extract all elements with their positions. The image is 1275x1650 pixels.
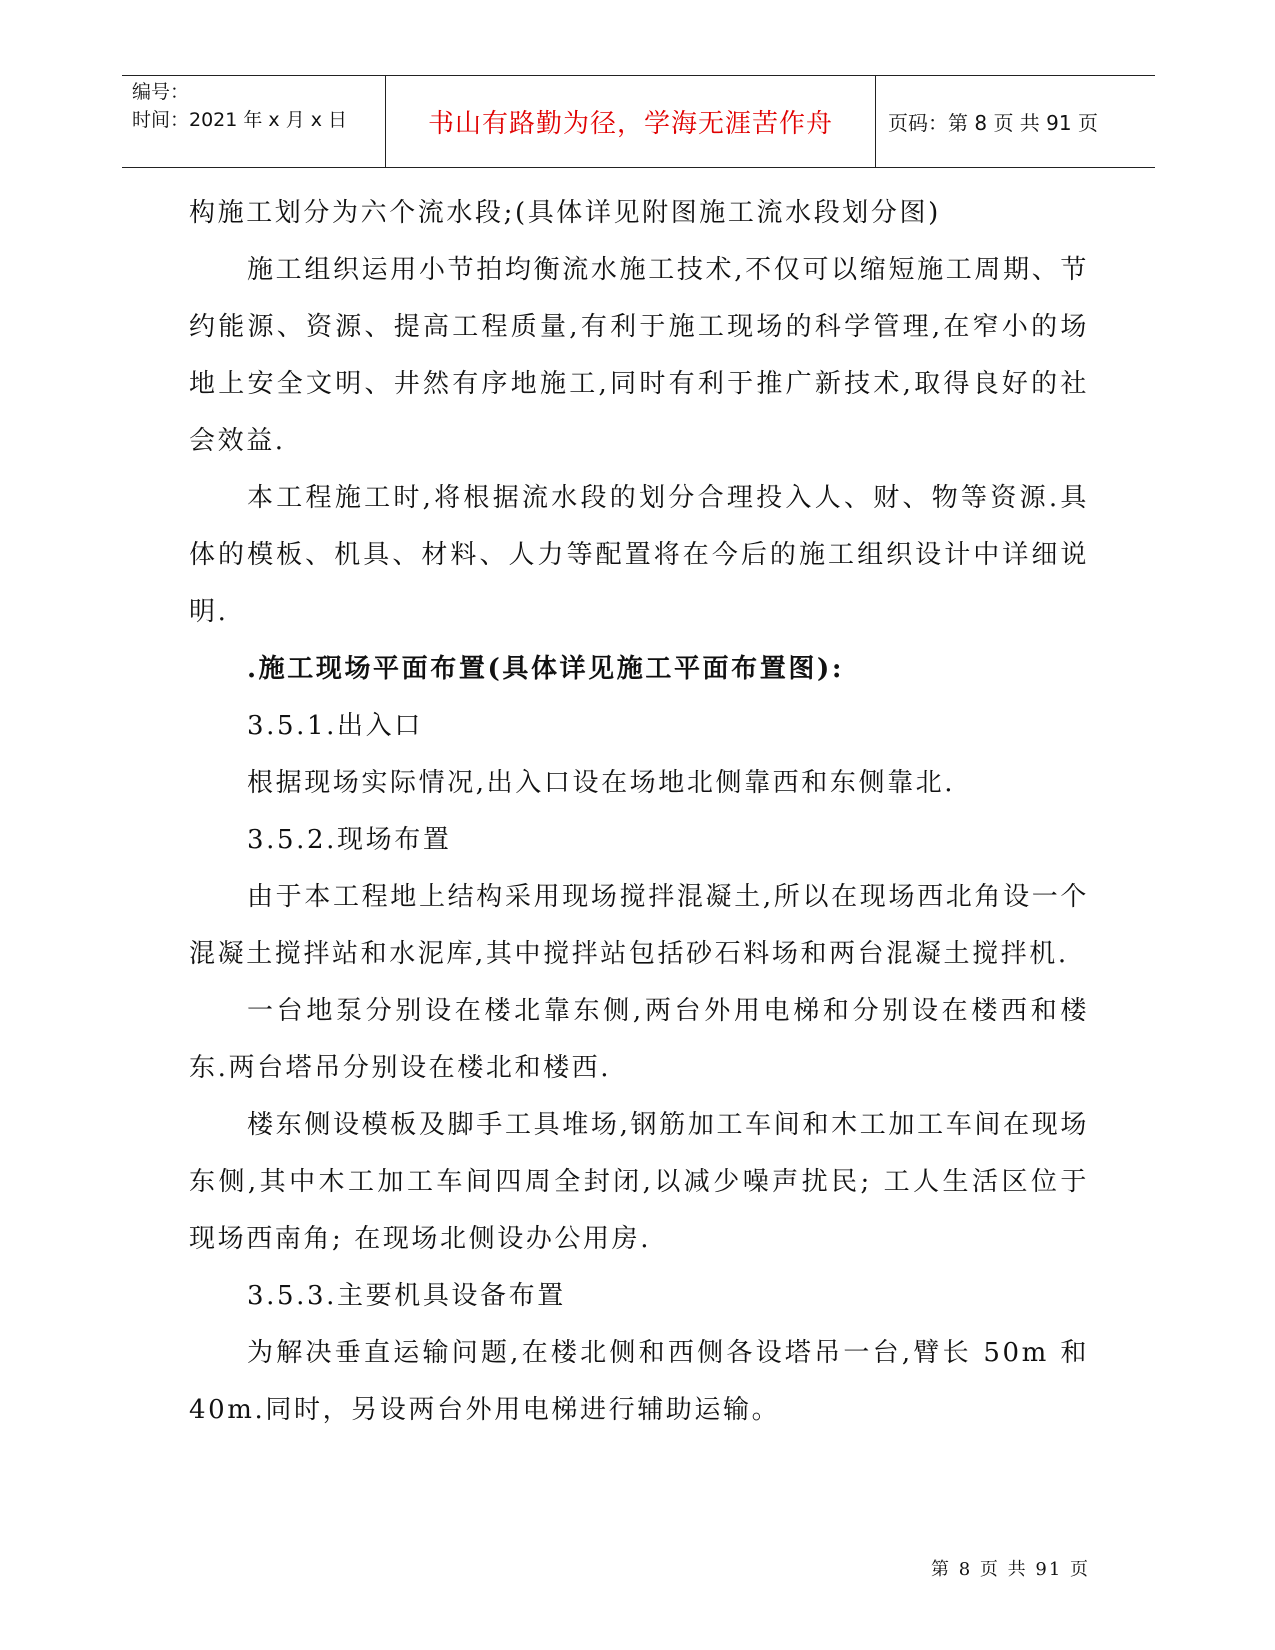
page-footer: 第 8 页 共 91 页	[931, 1559, 1090, 1580]
paragraph: 一台地泵分别设在楼北靠东侧,两台外用电梯和分别设在楼西和楼东.两台塔吊分别设在楼北和楼西.	[189, 996, 1089, 1083]
header-motto: 书山有路勤为径，学海无涯苦作舟	[386, 76, 876, 167]
document-body	[189, 185, 1089, 1439]
paragraph: 根据现场实际情况,出入口设在场地北侧靠西和东侧靠北.	[247, 768, 956, 798]
paragraph: 为解决垂直运输问题,在楼北侧和西侧各设塔吊一台,臂长 50m 和 40m.同时，另设两台外用电梯进行辅助运输。	[189, 1338, 1089, 1425]
document-number-label: 编号：	[132, 81, 190, 103]
paragraph: 构施工划分为六个流水段;(具体详见附图施工流水段划分图)	[189, 198, 941, 228]
document-time: 时间：2021 年 x 月 x 日	[132, 109, 348, 131]
header-meta	[122, 76, 386, 167]
paragraph: 由于本工程地上结构采用现场搅拌混凝土,所以在现场西北角设一个混凝土搅拌站和水泥库,其中搅拌站包括砂石料场和两台混凝土搅拌机.	[189, 882, 1089, 969]
paragraph: 本工程施工时,将根据流水段的划分合理投入人、财、物等资源.具体的模板、机具、材料、人力等配置将在今后的施工组织设计中详细说明.	[189, 483, 1089, 627]
subsection-heading: 3.5.3.主要机具设备布置	[247, 1281, 566, 1311]
paragraph: 楼东侧设模板及脚手工具堆场,钢筋加工车间和木工加工车间在现场东侧,其中木工加工车间四周全封闭,以减少噪声扰民; 工人生活区位于现场西南角; 在现场北侧设办公用房.	[189, 1110, 1089, 1254]
section-heading: .施工现场平面布置(具体详见施工平面布置图):	[247, 654, 845, 684]
page-header	[122, 75, 1155, 168]
subsection-heading: 3.5.1.出入口	[247, 711, 423, 741]
subsection-heading: 3.5.2.现场布置	[247, 825, 452, 855]
header-page-code: 页码：第 8 页 共 91 页	[888, 111, 1098, 135]
paragraph: 施工组织运用小节拍均衡流水施工技术,不仅可以缩短施工周期、节约能源、资源、提高工程质量,有利于施工现场的科学管理,在窄小的场地上安全文明、井然有序地施工,同时有利于推广新技术,取得良好的社会效益.	[189, 255, 1089, 456]
